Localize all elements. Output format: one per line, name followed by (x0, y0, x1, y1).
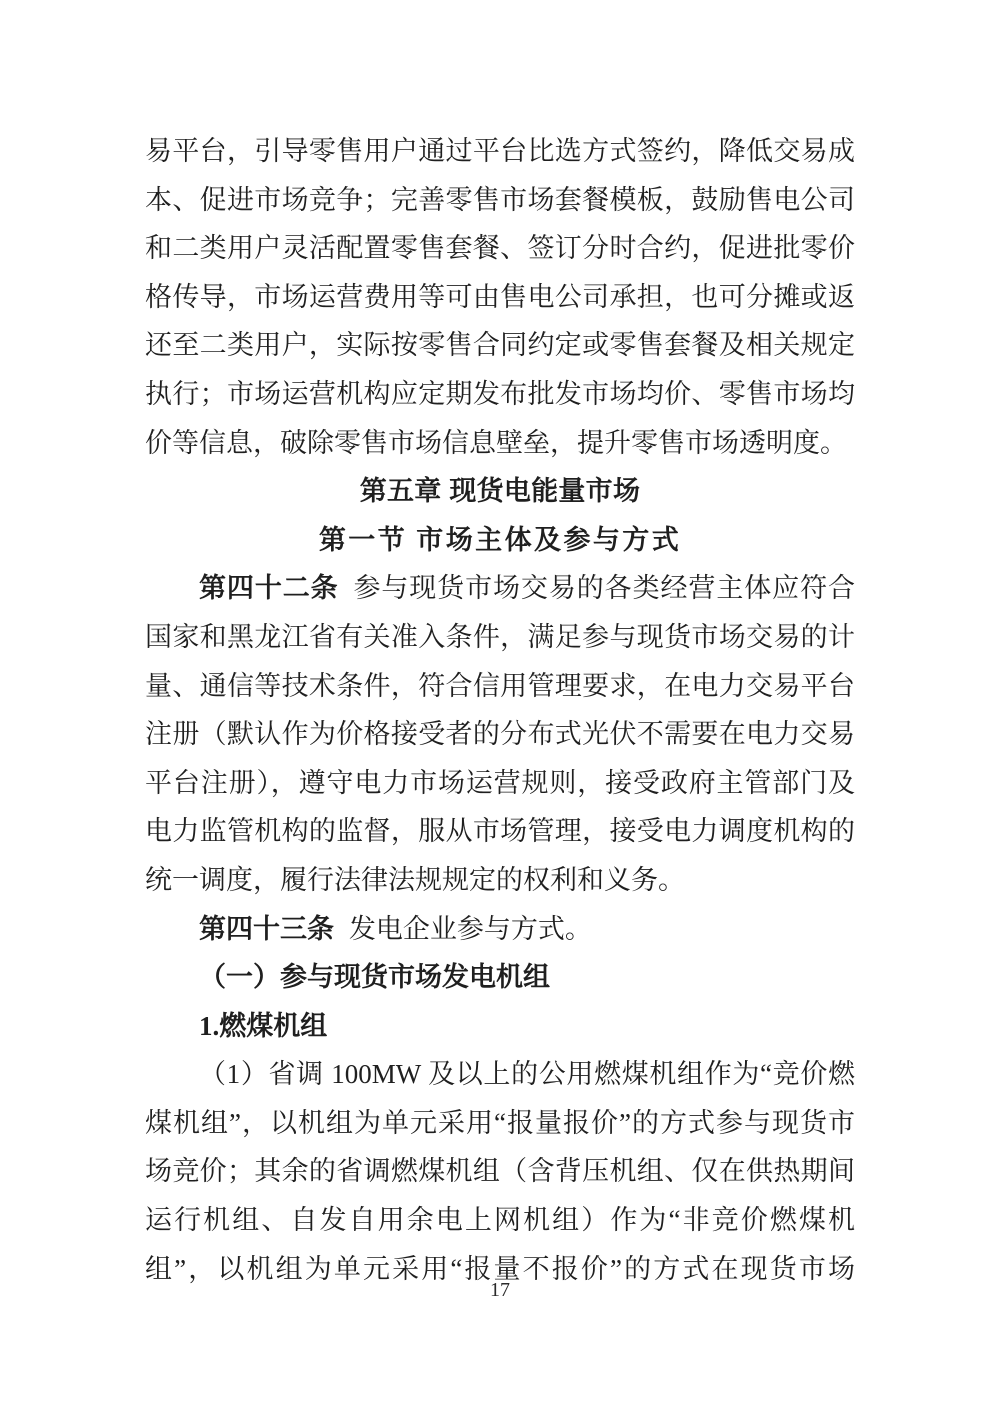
chapter-heading: 第五章 现货电能量市场 (359, 476, 641, 507)
paragraph-coal-unit-rules: （1）省调 100MW 及以上的公用燃煤机组作为“竞价燃煤机组”，以机组为单元采用“报量报价”的方式参与现货市场竞价；其余的省调燃煤机组（含背压机组、仅在供热期间运行机组、自发自用余电上网机组）作为“非竞价燃煤机组”，以机组为单元采用“报量不报价”的方式在现货市场 (145, 1059, 855, 1284)
article-43 (145, 905, 855, 954)
sub-heading-coal-units: 1.燃煤机组 (199, 1010, 328, 1041)
article-42-number: 第四十二条 (199, 573, 339, 604)
page-number: 17 (490, 1279, 510, 1301)
section-heading: 第一节 市场主体及参与方式 (318, 524, 682, 555)
paragraph-retail-market-continuation: 易平台，引导零售用户通过平台比选方式签约，降低交易成本、促进市场竞争；完善零售市场套餐模板，鼓励售电公司和二类用户灵活配置零售套餐、签订分时合约，促进批零价格传导，市场运营费用等可由售电公司承担，也可分摊或返还至二类用户，实际按零售合同约定或零售套餐及相关规定执行；市场运营机构应定期发布批发市场均价、零售市场均价等信息，破除零售市场信息壁垒，提升零售市场透明度。 (145, 136, 855, 458)
article-43-number: 第四十三条 (199, 913, 334, 944)
article-43-text: 发电企业参与方式。 (348, 913, 592, 944)
sub-heading-generating-units: （一）参与现货市场发电机组 (199, 962, 550, 993)
article-42-text: 参与现货市场交易的各类经营主体应符合国家和黑龙江省有关准入条件，满足参与现货市场交易的计量、通信等技术条件，符合信用管理要求，在电力交易平台注册（默认作为价格接受者的分布式光伏不需要在电力交易平台注册），遵守电力市场运营规则，接受政府主管部门及电力监管机构的监督，服从市场管理，接受电力调度机构的统一调度，履行法律法规规定的权利和义务。 (145, 573, 856, 895)
page-body (145, 127, 855, 1293)
article-42 (145, 564, 855, 904)
